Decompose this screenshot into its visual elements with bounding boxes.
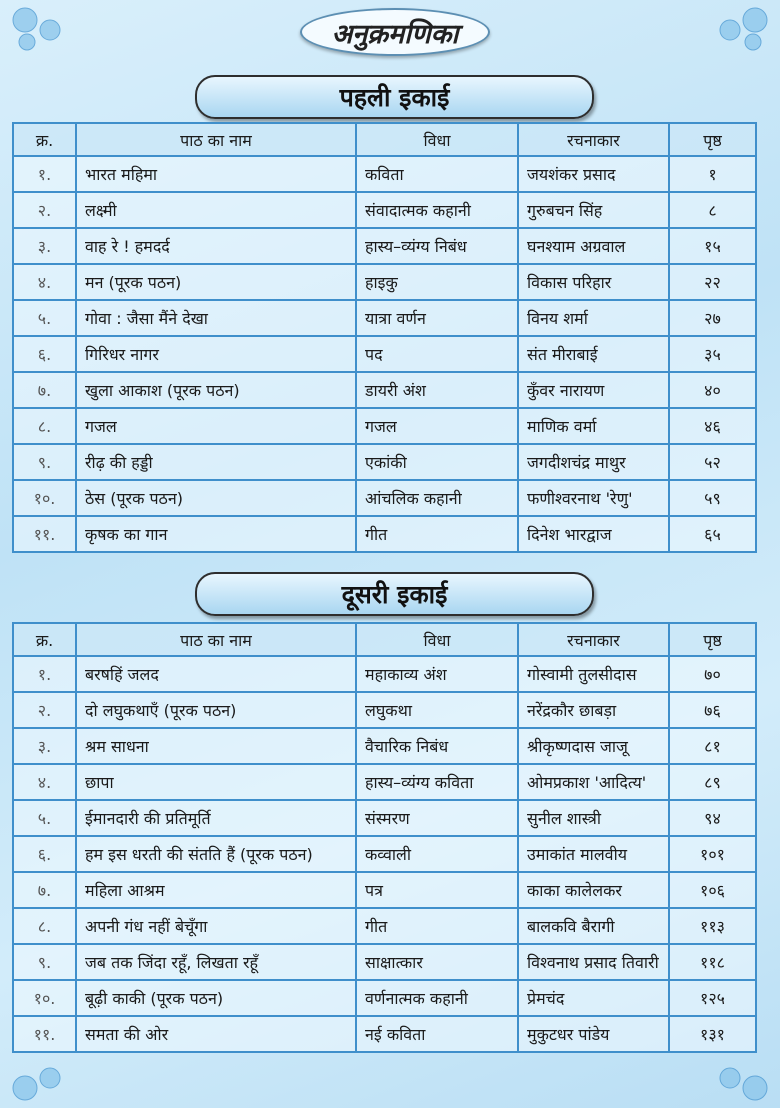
lesson-name-cell: गिरिधर नागर [76,336,356,372]
serial-number-cell: १. [13,656,76,692]
author-cell: माणिक वर्मा [518,408,669,444]
column-header-genre: विधा [356,123,518,156]
table-row [13,480,756,516]
serial-number-cell: ८. [13,908,76,944]
table-header-row [13,623,756,656]
serial-number-cell: ४. [13,764,76,800]
table-row [13,656,756,692]
genre-cell: डायरी अंश [356,372,518,408]
column-header-serial-number: क्र. [13,123,76,156]
author-cell: दिनेश भारद्वाज [518,516,669,552]
genre-cell: यात्रा वर्णन [356,300,518,336]
lesson-name-cell: ठेस (पूरक पठन) [76,480,356,516]
snowflake-decoration-icon [5,0,75,55]
table-row [13,444,756,480]
author-cell: ओमप्रकाश 'आदित्य' [518,764,669,800]
author-cell: फणीश्वरनाथ 'रेणु' [518,480,669,516]
table-row [13,264,756,300]
genre-cell: आंचलिक कहानी [356,480,518,516]
table-row [13,300,756,336]
page-number-cell: ५२ [669,444,756,480]
lesson-name-cell: हम इस धरती की संतति हैं (पूरक पठन) [76,836,356,872]
lesson-name-cell: बरषहिं जलद [76,656,356,692]
genre-cell: हास्य–व्यंग्य कविता [356,764,518,800]
author-cell: घनश्याम अग्रवाल [518,228,669,264]
genre-cell: कव्वाली [356,836,518,872]
page-number-cell: ११८ [669,944,756,980]
lesson-name-cell: दो लघुकथाएँ (पूरक पठन) [76,692,356,728]
column-header-author: रचनाकार [518,123,669,156]
table-row [13,516,756,552]
page-number-cell: ३५ [669,336,756,372]
serial-number-cell: ६. [13,336,76,372]
lesson-name-cell: श्रम साधना [76,728,356,764]
table-row [13,1016,756,1052]
author-cell: जयशंकर प्रसाद [518,156,669,192]
unit-2-heading: दूसरी इकाई [195,572,594,616]
table-row [13,336,756,372]
table-row [13,408,756,444]
serial-number-cell: ३. [13,228,76,264]
lesson-name-cell: समता की ओर [76,1016,356,1052]
serial-number-cell: ११. [13,516,76,552]
page-number-cell: ७६ [669,692,756,728]
genre-cell: वैचारिक निबंध [356,728,518,764]
table-row [13,228,756,264]
genre-cell: गजल [356,408,518,444]
page-number-cell: ९४ [669,800,756,836]
table-row [13,192,756,228]
serial-number-cell: ११. [13,1016,76,1052]
page-number-cell: १३१ [669,1016,756,1052]
genre-cell: गीत [356,908,518,944]
lesson-name-cell: महिला आश्रम [76,872,356,908]
page-number-cell: ७० [669,656,756,692]
table-row [13,800,756,836]
lesson-name-cell: ईमानदारी की प्रतिमूर्ति [76,800,356,836]
page-title: अनुक्रमणिका [300,8,490,56]
genre-cell: वर्णनात्मक कहानी [356,980,518,1016]
lesson-name-cell: खुला आकाश (पूरक पठन) [76,372,356,408]
unit-1-table [12,122,757,553]
column-header-genre: विधा [356,623,518,656]
column-header-page-number: पृष्ठ [669,123,756,156]
page-number-cell: ४६ [669,408,756,444]
lesson-name-cell: मन (पूरक पठन) [76,264,356,300]
genre-cell: हाइकु [356,264,518,300]
author-cell: श्रीकृष्णदास जाजू [518,728,669,764]
serial-number-cell: ५. [13,300,76,336]
serial-number-cell: ३. [13,728,76,764]
page-number-cell: २७ [669,300,756,336]
page-number-cell: १ [669,156,756,192]
table-row [13,156,756,192]
author-cell: कुँवर नारायण [518,372,669,408]
author-cell: काका कालेलकर [518,872,669,908]
genre-cell: हास्य–व्यंग्य निबंध [356,228,518,264]
serial-number-cell: १. [13,156,76,192]
page-number-cell: ८९ [669,764,756,800]
lesson-name-cell: जब तक जिंदा रहूँ, लिखता रहूँ [76,944,356,980]
lesson-name-cell: लक्ष्मी [76,192,356,228]
author-cell: प्रेमचंद [518,980,669,1016]
serial-number-cell: ६. [13,836,76,872]
author-cell: गोस्वामी तुलसीदास [518,656,669,692]
page-number-cell: ८१ [669,728,756,764]
table-row [13,836,756,872]
genre-cell: साक्षात्कार [356,944,518,980]
lesson-name-cell: भारत महिमा [76,156,356,192]
unit-2-table [12,622,757,1053]
serial-number-cell: ८. [13,408,76,444]
table-row [13,980,756,1016]
serial-number-cell: १०. [13,980,76,1016]
page-number-cell: १२५ [669,980,756,1016]
genre-cell: महाकाव्य अंश [356,656,518,692]
serial-number-cell: ९. [13,944,76,980]
genre-cell: लघुकथा [356,692,518,728]
lesson-name-cell: छापा [76,764,356,800]
author-cell: नरेंद्रकौर छाबड़ा [518,692,669,728]
serial-number-cell: ७. [13,872,76,908]
snowflake-decoration-icon [705,1053,775,1108]
lesson-name-cell: वाह रे ! हमदर्द [76,228,356,264]
author-cell: विश्वनाथ प्रसाद तिवारी [518,944,669,980]
author-cell: गुरुबचन सिंह [518,192,669,228]
serial-number-cell: ४. [13,264,76,300]
genre-cell: कविता [356,156,518,192]
genre-cell: एकांकी [356,444,518,480]
genre-cell: गीत [356,516,518,552]
table-row [13,372,756,408]
table-row [13,764,756,800]
serial-number-cell: २. [13,692,76,728]
column-header-page-number: पृष्ठ [669,623,756,656]
author-cell: जगदीशचंद्र माथुर [518,444,669,480]
page-number-cell: ६५ [669,516,756,552]
author-cell: मुकुटधर पांडेय [518,1016,669,1052]
page-number-cell: २२ [669,264,756,300]
table-header-row [13,123,756,156]
lesson-name-cell: अपनी गंध नहीं बेचूँगा [76,908,356,944]
table-row [13,908,756,944]
serial-number-cell: ५. [13,800,76,836]
page-number-cell: ४० [669,372,756,408]
page-number-cell: १०६ [669,872,756,908]
page-number-cell: १०१ [669,836,756,872]
table-row [13,692,756,728]
genre-cell: पत्र [356,872,518,908]
author-cell: विनय शर्मा [518,300,669,336]
table-row [13,728,756,764]
author-cell: बालकवि बैरागी [518,908,669,944]
snowflake-decoration-icon [705,0,775,55]
page-number-cell: ११३ [669,908,756,944]
author-cell: उमाकांत मालवीय [518,836,669,872]
serial-number-cell: २. [13,192,76,228]
genre-cell: संवादात्मक कहानी [356,192,518,228]
page-number-cell: १५ [669,228,756,264]
genre-cell: संस्मरण [356,800,518,836]
author-cell: विकास परिहार [518,264,669,300]
lesson-name-cell: बूढ़ी काकी (पूरक पठन) [76,980,356,1016]
serial-number-cell: ७. [13,372,76,408]
column-header-serial-number: क्र. [13,623,76,656]
serial-number-cell: ९. [13,444,76,480]
lesson-name-cell: गोवा : जैसा मैंने देखा [76,300,356,336]
page-number-cell: ५९ [669,480,756,516]
genre-cell: नई कविता [356,1016,518,1052]
table-row [13,872,756,908]
table-row [13,944,756,980]
genre-cell: पद [356,336,518,372]
unit-1-heading: पहली इकाई [195,75,594,119]
lesson-name-cell: गजल [76,408,356,444]
column-header-lesson-name: पाठ का नाम [76,123,356,156]
author-cell: संत मीराबाई [518,336,669,372]
author-cell: सुनील शास्त्री [518,800,669,836]
lesson-name-cell: कृषक का गान [76,516,356,552]
lesson-name-cell: रीढ़ की हड्डी [76,444,356,480]
serial-number-cell: १०. [13,480,76,516]
snowflake-decoration-icon [5,1053,75,1108]
page-number-cell: ८ [669,192,756,228]
column-header-author: रचनाकार [518,623,669,656]
column-header-lesson-name: पाठ का नाम [76,623,356,656]
